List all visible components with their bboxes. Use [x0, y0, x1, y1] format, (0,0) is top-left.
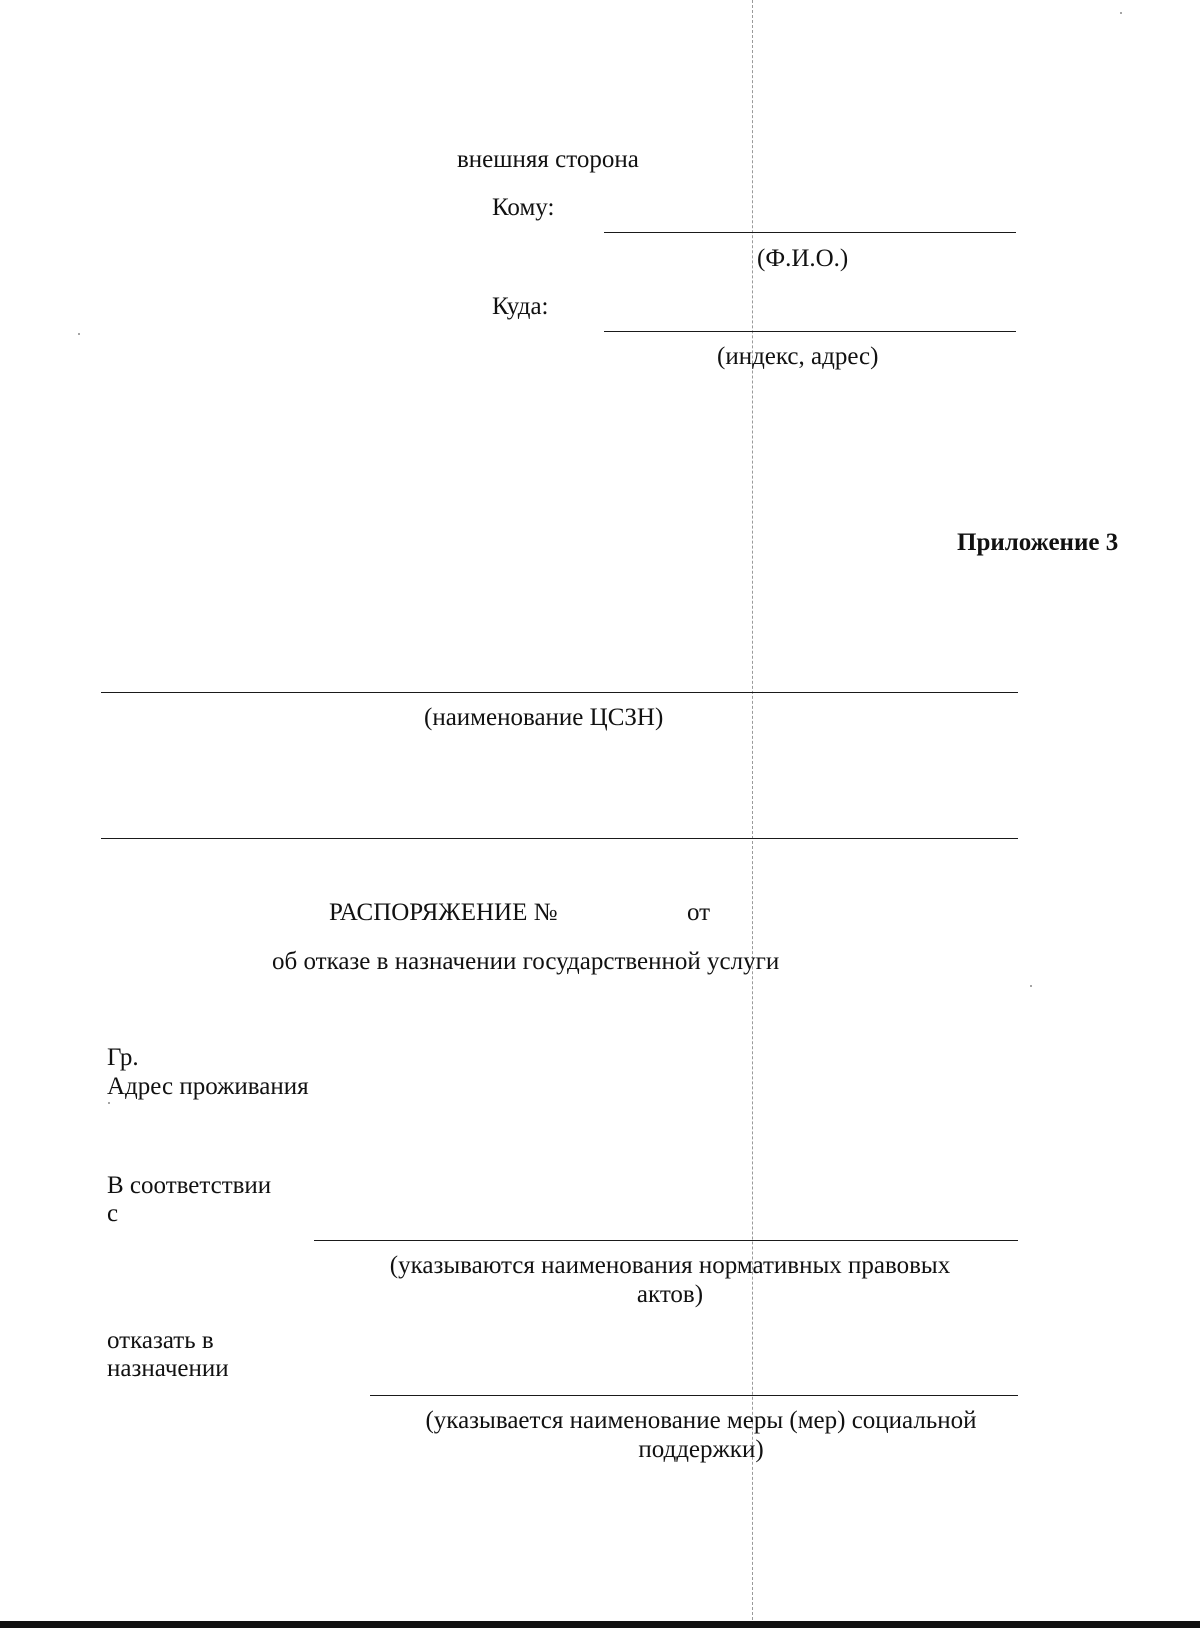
scan-speck	[78, 333, 80, 335]
cszn-line	[101, 692, 1018, 693]
to-line	[604, 232, 1016, 233]
side-label: внешняя сторона	[457, 146, 639, 173]
appendix-title: Приложение 3	[957, 529, 1119, 556]
acts-line	[314, 1240, 1018, 1241]
measure-caption-line2: поддержки)	[638, 1436, 764, 1463]
refuse-label-line1: отказать в	[107, 1327, 214, 1354]
where-line	[604, 331, 1016, 332]
order-subtitle: об отказе в назначении государственной услуги	[272, 948, 780, 975]
measure-line	[370, 1395, 1018, 1396]
cszn-caption: (наименование ЦСЗН)	[424, 704, 664, 731]
measure-caption-line1: (указывается наименование меры (мер) социальной	[425, 1407, 977, 1434]
order-title: РАСПОРЯЖЕНИЕ №	[329, 899, 558, 926]
address-caption: (индекс, адрес)	[717, 343, 879, 370]
scan-speck	[108, 1102, 110, 1104]
scan-speck	[1120, 12, 1122, 14]
fold-line	[752, 0, 753, 1620]
residence-label: Адрес проживания	[107, 1073, 309, 1100]
order-from-word: от	[687, 899, 711, 926]
citizen-label: Гр.	[107, 1044, 139, 1071]
accordance-label-line2: с	[107, 1200, 119, 1227]
fio-caption: (Ф.И.О.)	[757, 245, 849, 272]
acts-caption-line1: (указываются наименования нормативных правовых	[389, 1252, 951, 1279]
to-label: Кому:	[492, 194, 555, 221]
acts-caption-line2: актов)	[636, 1281, 704, 1308]
refuse-label-line2: назначении	[107, 1355, 229, 1382]
scan-bottom-edge	[0, 1621, 1200, 1628]
accordance-label-line1: В соответствии	[107, 1172, 272, 1199]
scan-speck	[1030, 985, 1032, 987]
where-label: Куда:	[492, 293, 549, 320]
cszn-line-2	[101, 838, 1018, 839]
